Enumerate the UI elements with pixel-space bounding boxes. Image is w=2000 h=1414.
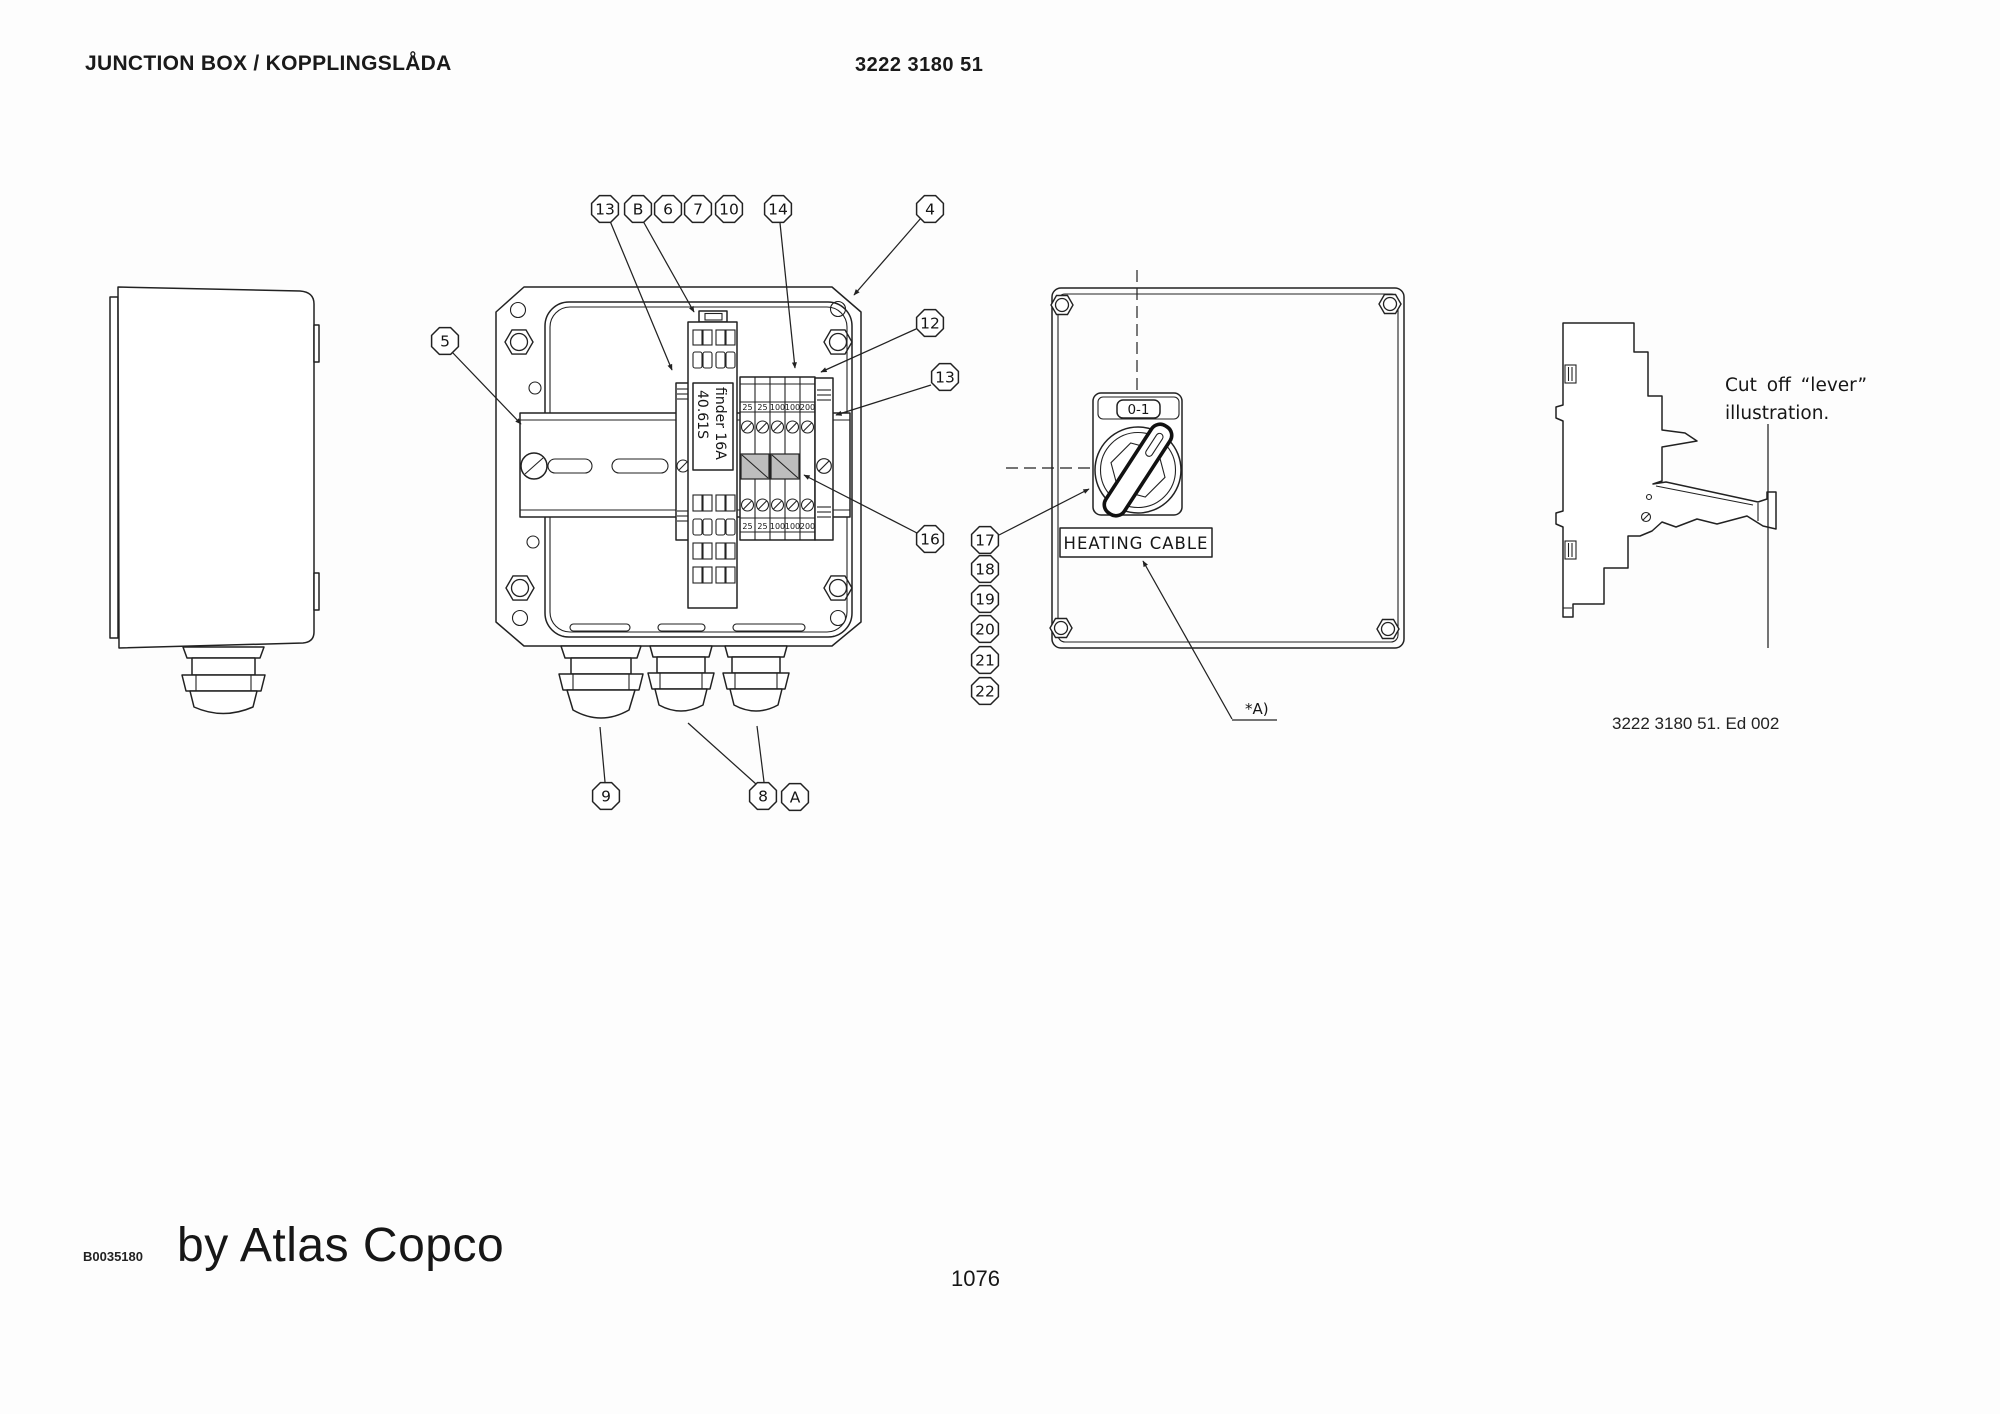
- heating-cable-label: HEATING CABLE: [1063, 534, 1209, 553]
- cable-gland-1: [559, 646, 643, 718]
- cable-gland-3: [723, 646, 789, 711]
- callout-balloon-21: [972, 647, 999, 674]
- document-code: B0035180: [83, 1249, 143, 1264]
- terminal-label: 25: [757, 403, 768, 412]
- callout-balloon-7: [685, 196, 712, 223]
- footnote-ref: *A): [1245, 700, 1269, 718]
- svg-text:4: 4: [925, 200, 935, 219]
- callout-balloon-16: [917, 526, 944, 553]
- lever-note-line2: illustration.: [1725, 403, 1830, 424]
- callout-balloon-13b: [932, 364, 959, 391]
- rail-end-clamp-left: [676, 383, 689, 540]
- junction-box-open-view: [496, 287, 861, 718]
- lid-screw: [1050, 619, 1072, 638]
- corner-nut: [505, 330, 533, 354]
- callout-balloon-22: [972, 678, 999, 705]
- corner-nut: [824, 330, 852, 354]
- junction-box-switch-view: [1006, 270, 1404, 720]
- callout-balloon-18: [972, 556, 999, 583]
- lever-profile-view: [1556, 323, 1867, 648]
- callout-balloon-4: [917, 196, 944, 223]
- terminal-label: 25: [742, 403, 753, 412]
- svg-text:6: 6: [663, 200, 673, 219]
- svg-text:18: 18: [975, 560, 995, 579]
- switch-position-label: 0-1: [1127, 402, 1150, 418]
- page-number: 1076: [951, 1266, 1000, 1291]
- svg-text:16: 16: [920, 530, 940, 549]
- callout-balloon-8: [750, 783, 777, 810]
- terminal-label: 200: [799, 403, 816, 412]
- junction-box-side-view: [110, 287, 319, 714]
- callout-balloon-12: [917, 310, 944, 337]
- relay-label-line1: finder 16A: [712, 387, 728, 460]
- corner-nut: [824, 576, 852, 600]
- side-cable-gland: [182, 647, 265, 714]
- relay-block: [688, 311, 737, 608]
- callout-balloon-6: [655, 196, 682, 223]
- callout-balloon-17: [972, 527, 999, 554]
- relay-label-line2: 40.61S: [694, 390, 710, 439]
- callout-balloon-19: [972, 586, 999, 613]
- svg-text:12: 12: [920, 314, 940, 333]
- lever-note-line1: Cut off “lever”: [1725, 375, 1868, 396]
- hinge-tab-bottom: [314, 573, 319, 610]
- hinge-tab-top: [314, 325, 319, 362]
- terminal-strip: [740, 377, 815, 540]
- callout-balloon-10: [716, 196, 743, 223]
- rail-end-clamp-right: [815, 378, 833, 540]
- terminal-label: 25: [742, 522, 753, 531]
- terminal-label: 100: [769, 403, 786, 412]
- svg-text:A: A: [789, 788, 801, 807]
- terminal-label: 200: [799, 522, 816, 531]
- corner-nut: [506, 576, 534, 600]
- cable-gland-2: [648, 646, 714, 711]
- part-number: 3222 3180 51: [855, 54, 984, 76]
- lid-screw: [1051, 296, 1073, 315]
- relay-socket-profile: [1556, 323, 1776, 617]
- svg-text:7: 7: [693, 200, 703, 219]
- callout-balloon-13: [592, 196, 619, 223]
- callout-balloon-20: [972, 616, 999, 643]
- page-title: JUNCTION BOX / KOPPLINGSLÅDA: [85, 52, 452, 75]
- svg-text:17: 17: [975, 531, 995, 550]
- callout-balloon-9: [593, 783, 620, 810]
- svg-text:19: 19: [975, 590, 995, 609]
- svg-text:10: 10: [719, 200, 739, 219]
- callout-balloon-5: [432, 328, 459, 355]
- footnote-leader: [1143, 561, 1232, 719]
- svg-text:5: 5: [440, 332, 450, 351]
- svg-text:13: 13: [595, 200, 615, 219]
- rotary-switch: [1093, 393, 1182, 520]
- terminal-label: 100: [784, 403, 801, 412]
- svg-text:20: 20: [975, 620, 995, 639]
- lid-screw: [1379, 295, 1401, 314]
- brand-text: by Atlas Copco: [177, 1219, 505, 1272]
- callout-balloon-14: [765, 196, 792, 223]
- svg-text:B: B: [632, 200, 644, 219]
- terminal-label: 100: [784, 522, 801, 531]
- terminal-label: 25: [757, 522, 768, 531]
- side-back-panel: [110, 297, 118, 638]
- side-body: [118, 287, 314, 648]
- edition-note: 3222 3180 51. Ed 002: [1612, 714, 1780, 733]
- svg-text:9: 9: [601, 787, 611, 806]
- svg-text:13: 13: [935, 368, 955, 387]
- svg-text:22: 22: [975, 682, 995, 701]
- svg-text:8: 8: [758, 787, 768, 806]
- terminal-label: 100: [769, 522, 786, 531]
- svg-text:14: 14: [768, 200, 788, 219]
- callout-balloon-B: [625, 196, 652, 223]
- callout-balloon-A: [782, 784, 809, 811]
- lid-screw: [1377, 620, 1399, 639]
- svg-text:21: 21: [975, 651, 995, 670]
